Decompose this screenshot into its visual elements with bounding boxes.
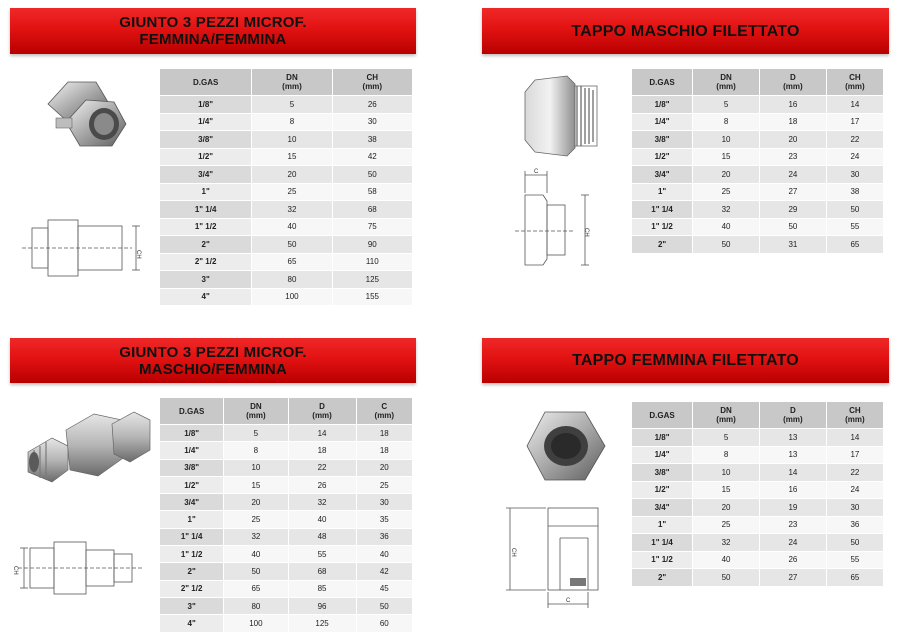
table-cell: 55 <box>826 218 883 236</box>
table-cell: 2" <box>632 569 693 587</box>
table-cell: 35 <box>356 511 412 528</box>
table-row <box>160 546 413 563</box>
table-row <box>160 218 413 236</box>
table-cell: 40 <box>288 511 356 528</box>
table-cell: 1" <box>632 183 693 201</box>
table-cell: 1/8" <box>160 96 252 114</box>
table-row <box>632 131 884 149</box>
table-cell: 17 <box>826 446 883 464</box>
table-cell: 2" 1/2 <box>160 253 252 271</box>
table-row <box>632 429 884 447</box>
table-cell: 96 <box>288 597 356 614</box>
table-cell: 3/4" <box>632 499 693 517</box>
table-cell: 26 <box>332 96 412 114</box>
table-cell: 20 <box>356 459 412 476</box>
table-cell: 38 <box>826 183 883 201</box>
union-female-female-photo <box>38 74 130 156</box>
table-cell: 3/4" <box>632 166 693 184</box>
table-cell: 30 <box>826 166 883 184</box>
table-cell: 1/2" <box>632 481 693 499</box>
table-cell: 32 <box>288 494 356 511</box>
table-cell: 68 <box>332 201 412 219</box>
table-cell: 65 <box>252 253 332 271</box>
col-header: DN (mm) <box>693 69 760 96</box>
male-threaded-plug-photo <box>515 70 607 162</box>
table-cell: 24 <box>826 148 883 166</box>
table-cell: 40 <box>693 551 760 569</box>
table-cell: 3/8" <box>160 459 224 476</box>
table-cell: 155 <box>332 288 412 306</box>
female-cap-ch-label: CH <box>510 548 516 557</box>
table-cell: 16 <box>760 481 827 499</box>
table-cell: 65 <box>826 236 883 254</box>
table-cell: 50 <box>693 569 760 587</box>
table-cell: 30 <box>332 113 412 131</box>
table-row <box>160 96 413 114</box>
union-male-female-ch-label: CH <box>12 566 18 575</box>
table-cell: 85 <box>288 580 356 597</box>
union-male-female-photo <box>22 400 152 490</box>
table-cell: 50 <box>826 201 883 219</box>
table-cell: 27 <box>760 183 827 201</box>
table-cell: 100 <box>252 288 332 306</box>
table-cell: 20 <box>760 131 827 149</box>
table-row <box>160 528 413 545</box>
table-cell: 25 <box>224 511 288 528</box>
col-header: DN (mm) <box>224 398 288 425</box>
table-cell: 1/4" <box>632 113 693 131</box>
table-cell: 125 <box>332 271 412 289</box>
table-cell: 15 <box>693 481 760 499</box>
col-header: D.GAS <box>632 402 693 429</box>
table-row <box>160 131 413 149</box>
table-cell: 15 <box>693 148 760 166</box>
table-row <box>160 271 413 289</box>
table-cell: 24 <box>760 534 827 552</box>
table-cell: 1/8" <box>160 425 224 442</box>
table-row <box>160 425 413 442</box>
table-row <box>160 597 413 614</box>
table-cell: 5 <box>224 425 288 442</box>
male-plug-ch-label: CH <box>583 228 589 237</box>
table-cell: 15 <box>252 148 332 166</box>
table-row <box>160 459 413 476</box>
table-body <box>632 96 884 254</box>
table-row <box>632 148 884 166</box>
table-body <box>632 429 884 587</box>
union-female-female-drawing <box>14 198 154 298</box>
table-cell: 20 <box>693 166 760 184</box>
table-cell: 1/8" <box>632 96 693 114</box>
table-row <box>632 569 884 587</box>
table-row <box>160 113 413 131</box>
table-row <box>160 148 413 166</box>
table-cell: 50 <box>693 236 760 254</box>
table-cell: 10 <box>693 131 760 149</box>
table-cell: 25 <box>252 183 332 201</box>
col-header: CH (mm) <box>826 69 883 96</box>
table-cell: 1/4" <box>160 442 224 459</box>
section-1-title-line2: FEMMINA/FEMMINA <box>139 31 287 48</box>
section-2-title: TAPPO MASCHIO FILETTATO <box>571 22 800 40</box>
table-cell: 22 <box>288 459 356 476</box>
table-row <box>160 615 413 632</box>
table-cell: 1/4" <box>632 446 693 464</box>
section-2-spec-table <box>631 68 884 254</box>
table-cell: 31 <box>760 236 827 254</box>
table-cell: 1/2" <box>632 148 693 166</box>
table-row <box>632 183 884 201</box>
female-threaded-cap-photo <box>523 408 609 484</box>
col-header: CH (mm) <box>332 69 412 96</box>
table-row <box>160 201 413 219</box>
section-3-spec-table <box>159 397 413 633</box>
table-cell: 18 <box>760 113 827 131</box>
table-cell: 50 <box>332 166 412 184</box>
table-cell: 3/4" <box>160 166 252 184</box>
table-cell: 2" <box>160 236 252 254</box>
section-4-title: TAPPO FEMMINA FILETTATO <box>572 352 799 369</box>
table-cell: 60 <box>356 615 412 632</box>
table-row <box>632 166 884 184</box>
table-cell: 45 <box>356 580 412 597</box>
table-cell: 8 <box>693 446 760 464</box>
female-threaded-cap-drawing <box>500 500 610 612</box>
table-cell: 50 <box>252 236 332 254</box>
table-cell: 100 <box>224 615 288 632</box>
table-cell: 55 <box>288 546 356 563</box>
table-cell: 36 <box>356 528 412 545</box>
table-row <box>160 166 413 184</box>
table-cell: 32 <box>693 534 760 552</box>
table-cell: 22 <box>826 464 883 482</box>
table-cell: 2" <box>160 563 224 580</box>
table-cell: 17 <box>826 113 883 131</box>
table-row <box>160 476 413 493</box>
section-4-spec-table <box>631 401 884 587</box>
table-cell: 75 <box>332 218 412 236</box>
table-cell: 5 <box>693 96 760 114</box>
table-cell: 1/2" <box>160 476 224 493</box>
table-cell: 3/8" <box>160 131 252 149</box>
table-cell: 10 <box>252 131 332 149</box>
table-cell: 36 <box>826 516 883 534</box>
table-cell: 38 <box>332 131 412 149</box>
table-cell: 58 <box>332 183 412 201</box>
table-cell: 125 <box>288 615 356 632</box>
col-header: C (mm) <box>356 398 412 425</box>
col-header: DN (mm) <box>252 69 332 96</box>
table-row <box>632 551 884 569</box>
male-plug-c-label: C <box>534 169 539 175</box>
table-cell: 8 <box>224 442 288 459</box>
table-cell: 8 <box>252 113 332 131</box>
table-cell: 68 <box>288 563 356 580</box>
table-cell: 40 <box>693 218 760 236</box>
table-cell: 14 <box>760 464 827 482</box>
table-cell: 30 <box>356 494 412 511</box>
table-cell: 5 <box>693 429 760 447</box>
table-cell: 48 <box>288 528 356 545</box>
section-3-title-banner <box>10 338 416 383</box>
table-cell: 4" <box>160 288 252 306</box>
table-cell: 23 <box>760 148 827 166</box>
table-cell: 3/4" <box>160 494 224 511</box>
col-header: D.GAS <box>160 398 224 425</box>
table-cell: 14 <box>826 96 883 114</box>
table-cell: 32 <box>693 201 760 219</box>
table-cell: 42 <box>356 563 412 580</box>
table-cell: 1/2" <box>160 148 252 166</box>
table-cell: 1" <box>160 511 224 528</box>
table-cell: 14 <box>288 425 356 442</box>
table-row <box>160 511 413 528</box>
section-3-title-line1: GIUNTO 3 PEZZI MICROF. <box>119 343 307 361</box>
table-row <box>160 494 413 511</box>
table-cell: 29 <box>760 201 827 219</box>
table-cell: 20 <box>252 166 332 184</box>
male-threaded-plug-drawing <box>505 165 615 275</box>
table-cell: 30 <box>826 499 883 517</box>
section-4-title-banner <box>482 338 889 383</box>
col-header: D (mm) <box>288 398 356 425</box>
table-cell: 13 <box>760 429 827 447</box>
table-cell: 14 <box>826 429 883 447</box>
table-row <box>632 446 884 464</box>
table-cell: 5 <box>252 96 332 114</box>
table-cell: 32 <box>224 528 288 545</box>
table-cell: 10 <box>224 459 288 476</box>
table-cell: 80 <box>224 597 288 614</box>
table-cell: 10 <box>693 464 760 482</box>
table-cell: 1" 1/4 <box>632 534 693 552</box>
table-cell: 20 <box>693 499 760 517</box>
table-row <box>632 96 884 114</box>
table-cell: 25 <box>356 476 412 493</box>
table-body <box>160 96 413 306</box>
table-cell: 25 <box>693 183 760 201</box>
section-2-title-banner <box>482 8 889 54</box>
table-cell: 3/8" <box>632 464 693 482</box>
table-row <box>632 464 884 482</box>
table-row <box>632 499 884 517</box>
table-cell: 55 <box>826 551 883 569</box>
table-cell: 3" <box>160 597 224 614</box>
table-row <box>632 534 884 552</box>
table-cell: 16 <box>760 96 827 114</box>
section-1-spec-table <box>159 68 413 306</box>
col-header: D.GAS <box>632 69 693 96</box>
table-cell: 80 <box>252 271 332 289</box>
table-cell: 18 <box>356 425 412 442</box>
section-1-title-line1: GIUNTO 3 PEZZI MICROF. <box>119 14 307 31</box>
col-header: D (mm) <box>760 402 827 429</box>
table-cell: 19 <box>760 499 827 517</box>
table-cell: 2" 1/2 <box>160 580 224 597</box>
table-cell: 23 <box>760 516 827 534</box>
table-cell: 1" 1/4 <box>160 201 252 219</box>
table-cell: 26 <box>288 476 356 493</box>
table-cell: 3" <box>160 271 252 289</box>
table-cell: 24 <box>826 481 883 499</box>
table-cell: 25 <box>693 516 760 534</box>
table-cell: 8 <box>693 113 760 131</box>
table-cell: 4" <box>160 615 224 632</box>
table-cell: 1" 1/2 <box>632 551 693 569</box>
table-row <box>160 580 413 597</box>
table-row <box>160 253 413 271</box>
table-cell: 110 <box>332 253 412 271</box>
table-cell: 1" 1/2 <box>632 218 693 236</box>
table-cell: 15 <box>224 476 288 493</box>
table-cell: 20 <box>224 494 288 511</box>
table-cell: 32 <box>252 201 332 219</box>
table-cell: 18 <box>356 442 412 459</box>
table-cell: 3/8" <box>632 131 693 149</box>
table-cell: 1" 1/2 <box>160 218 252 236</box>
table-cell: 24 <box>760 166 827 184</box>
table-cell: 40 <box>356 546 412 563</box>
table-cell: 22 <box>826 131 883 149</box>
table-cell: 50 <box>356 597 412 614</box>
table-row <box>160 236 413 254</box>
section-1-title-banner <box>10 8 416 54</box>
table-row <box>160 563 413 580</box>
table-cell: 1" 1/4 <box>632 201 693 219</box>
table-cell: 27 <box>760 569 827 587</box>
table-row <box>632 516 884 534</box>
table-cell: 50 <box>224 563 288 580</box>
table-cell: 1" 1/4 <box>160 528 224 545</box>
table-cell: 50 <box>826 534 883 552</box>
col-header: D (mm) <box>760 69 827 96</box>
table-row <box>160 183 413 201</box>
table-row <box>632 113 884 131</box>
table-cell: 65 <box>224 580 288 597</box>
table-cell: 90 <box>332 236 412 254</box>
table-cell: 40 <box>252 218 332 236</box>
col-header: DN (mm) <box>693 402 760 429</box>
section-3-title-line2: MASCHIO/FEMMINA <box>138 360 287 378</box>
table-cell: 2" <box>632 236 693 254</box>
table-cell: 1" 1/2 <box>160 546 224 563</box>
table-cell: 40 <box>224 546 288 563</box>
table-cell: 1/4" <box>160 113 252 131</box>
table-row <box>632 218 884 236</box>
table-row <box>160 288 413 306</box>
col-header: D.GAS <box>160 69 252 96</box>
table-cell: 65 <box>826 569 883 587</box>
union-female-female-ch-label: CH <box>135 250 141 259</box>
table-cell: 1/8" <box>632 429 693 447</box>
union-male-female-drawing <box>10 530 155 612</box>
table-body <box>160 425 413 633</box>
female-cap-c-label: C <box>566 598 571 604</box>
table-cell: 50 <box>760 218 827 236</box>
col-header: CH (mm) <box>826 402 883 429</box>
table-row <box>632 481 884 499</box>
table-row <box>632 236 884 254</box>
table-cell: 1" <box>632 516 693 534</box>
table-cell: 42 <box>332 148 412 166</box>
table-cell: 1" <box>160 183 252 201</box>
table-cell: 26 <box>760 551 827 569</box>
table-cell: 18 <box>288 442 356 459</box>
table-row <box>160 442 413 459</box>
table-cell: 13 <box>760 446 827 464</box>
table-row <box>632 201 884 219</box>
